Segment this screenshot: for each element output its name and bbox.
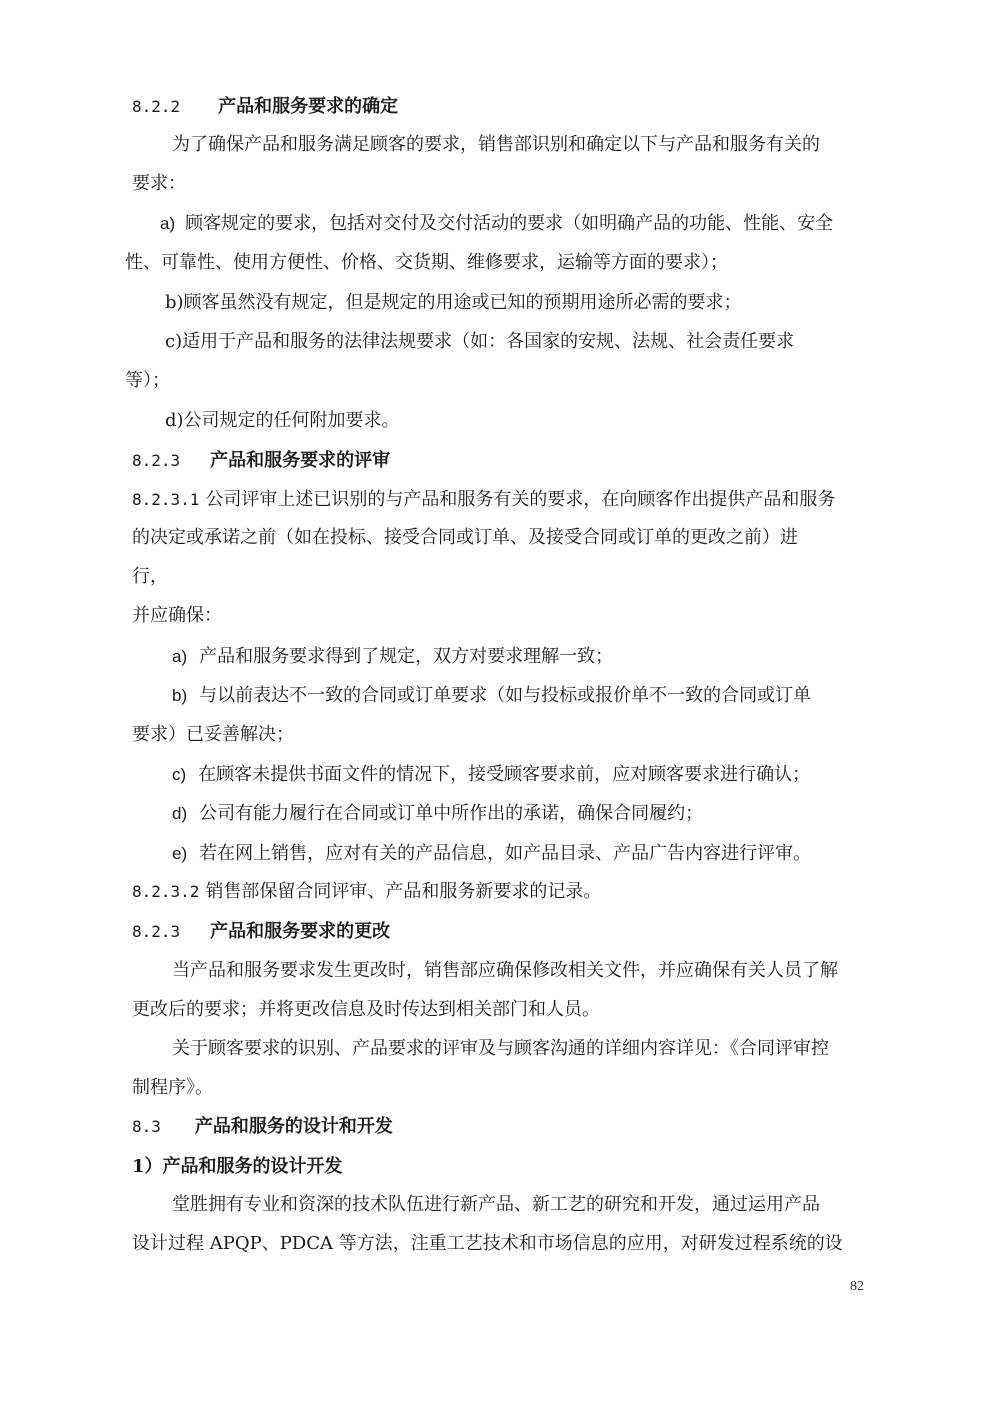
heading-title: 产品和服务的设计和开发 — [194, 1116, 393, 1137]
page-number: 82 — [850, 1279, 864, 1294]
heading-8-2-2 — [132, 95, 398, 119]
heading-number: 8.2.2 — [132, 97, 181, 116]
paragraph-line: 设计过程 APQP、PDCA 等方法，注重工艺技术和市场信息的应用，对研发过程系统的设 — [132, 1233, 843, 1254]
heading-number: 8.3 — [132, 1117, 161, 1136]
list-label: a) — [160, 214, 176, 233]
heading-title: 产品和服务要求的评审 — [210, 450, 391, 471]
list-item-c — [172, 763, 810, 787]
list-text: 顾客规定的要求，包括对交付及交付活动的要求（如明确产品的功能、性能、安全 — [185, 213, 834, 234]
heading-8-3 — [132, 1115, 393, 1139]
list-label: d) — [172, 804, 188, 823]
clause-number: 8.2.3.1 — [132, 490, 200, 509]
paragraph-line: 堂胜拥有专业和资深的技术队伍进行新产品、新工艺的研究和开发，通过运用产品 — [172, 1194, 820, 1215]
paragraph-line: 的决定或承诺之前（如在投标、接受合同或订单、及接受合同或订单的更改之前）进 — [132, 527, 798, 548]
heading-number: 8.2.3 — [132, 922, 181, 941]
list-label: b) — [172, 686, 188, 705]
list-item-d — [172, 802, 703, 826]
list-label: c) — [172, 765, 187, 784]
subheading: 1）产品和服务的设计开发 — [132, 1156, 343, 1177]
heading-8-2-3 — [132, 449, 390, 473]
list-item-e — [172, 842, 811, 866]
clause-number: 8.2.3.2 — [132, 882, 200, 901]
paragraph-text: 销售部保留合同评审、产品和服务新要求的记录。 — [205, 881, 602, 902]
paragraph-line: 当产品和服务要求发生更改时，销售部应确保修改相关文件，并应确保有关人员了解 — [172, 960, 838, 981]
list-text: 在顾客未提供书面文件的情况下，接受顾客要求前，应对顾客要求进行确认； — [198, 764, 811, 785]
heading-title: 产品和服务要求的确定 — [218, 96, 399, 117]
list-label: e) — [172, 844, 188, 863]
list-label: a) — [172, 647, 188, 666]
heading-number: 8.2.3 — [132, 451, 181, 470]
list-item-c: c)适用于产品和服务的法律法规要求（如：各国家的安规、法规、社会责任要求 — [165, 331, 795, 352]
paragraph-8-2-3-1 — [132, 488, 835, 512]
list-text: 若在网上销售，应对有关的产品信息，如产品目录、产品广告内容进行评审。 — [199, 843, 812, 864]
paragraph-line: 等）； — [125, 370, 170, 391]
paragraph-line: 制程序》。 — [132, 1077, 213, 1098]
paragraph-line: 并应确保： — [132, 605, 222, 626]
list-item-b: b)顾客虽然没有规定，但是规定的用途或已知的预期用途所必需的要求； — [165, 292, 742, 313]
paragraph-line: 要求： — [132, 173, 186, 194]
paragraph-line: 更改后的要求；并将更改信息及时传达到相关部门和人员。 — [132, 999, 600, 1020]
list-item-a — [160, 212, 833, 236]
list-item-a — [172, 645, 613, 669]
list-text: 公司有能力履行在合同或订单中所作出的承诺，确保合同履约； — [199, 803, 704, 824]
paragraph-line: 行， — [132, 566, 168, 587]
paragraph-8-2-3-2 — [132, 880, 601, 904]
paragraph-text: 公司评审上述已识别的与产品和服务有关的要求，在向顾客作出提供产品和服务 — [205, 489, 836, 510]
heading-title: 产品和服务要求的更改 — [210, 921, 391, 942]
paragraph-line: 要求）已妥善解决； — [132, 724, 294, 745]
paragraph-line: 关于顾客要求的识别、产品要求的评审及与顾客沟通的详细内容详见：《合同评审控 — [172, 1038, 829, 1059]
heading-8-2-3-change — [132, 920, 390, 944]
paragraph-line: 性、可靠性、使用方便性、价格、交货期、维修要求，运输等方面的要求）； — [125, 252, 728, 273]
paragraph-line: 为了确保产品和服务满足顾客的要求，销售部识别和确定以下与产品和服务有关的 — [172, 134, 820, 155]
list-text: 产品和服务要求得到了规定，双方对要求理解一致； — [199, 646, 614, 667]
list-text: 与以前表达不一致的合同或订单要求（如与投标或报价单不一致的合同或订单 — [199, 685, 812, 706]
list-item-d: d)公司规定的任何附加要求。 — [165, 410, 400, 431]
list-item-b — [172, 684, 811, 708]
